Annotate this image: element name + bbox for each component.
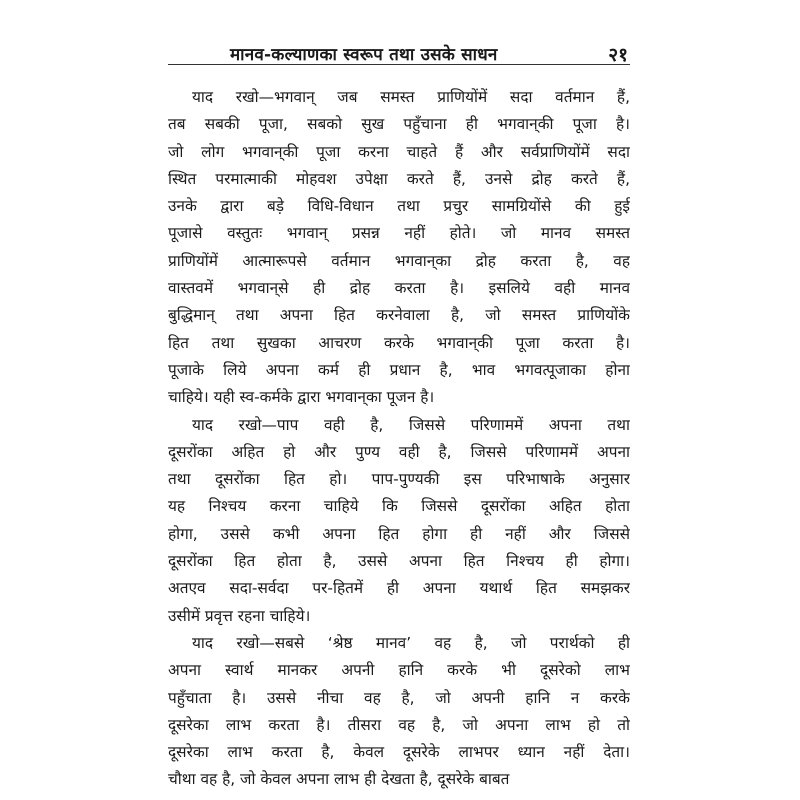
page-number: २१ xyxy=(608,44,628,66)
text-line: वास्तवमें भगवान्‌से ही द्रोह करता है। इसलिये वही मानव xyxy=(168,279,630,298)
paragraph xyxy=(168,412,630,630)
text-line: अपना स्वार्थ मानकर अपनी हानि करके भी दूसरेको लाभ xyxy=(168,661,630,680)
text-line: याद रखो—भगवान् जब समस्त प्राणियोंमें सदा वर्तमान हैं, xyxy=(192,88,630,106)
text-line: दूसरोंका हित होता है, उससे अपना हित निश्चय ही होगा। xyxy=(168,552,630,571)
text-line: स्थित परमात्माकी मोहवश उपेक्षा करते हैं, उनसे द्रोह करते हैं, xyxy=(168,169,630,188)
text-line: प्राणियोंमें आत्मारूपसे वर्तमान भगवान्‌का द्रोह करता है, वह xyxy=(168,251,630,270)
paragraph xyxy=(168,630,630,794)
text-line: तथा दूसरोंका हित हो। पाप-पुण्यकी इस परिभाषाके अनुसार xyxy=(168,470,630,489)
text-line: दूसरेका लाभ करता है। तीसरा वह है, जो अपना लाभ हो तो xyxy=(168,715,630,734)
text-line: पूजासे वस्तुतः भगवान् प्रसन्न नहीं होते। जो मानव समस्त xyxy=(168,224,630,243)
text-line: पूजाके लिये अपना कर्म ही प्रधान है, भाव भगवत्पूजाका होना xyxy=(168,360,630,379)
paragraph xyxy=(168,84,630,412)
text-line: हित तथा सुखका आचरण करके भगवान्‌की पूजा करता है। xyxy=(168,333,630,352)
text-line: पहुँचाता है। उससे नीचा वह है, जो अपनी हानि न करके xyxy=(168,688,630,707)
text-line: जो लोग भगवान्‌की पूजा करना चाहते हैं और सर्वप्राणियोंमें सदा xyxy=(168,142,630,161)
text-line: उनके द्वारा बड़े विधि-विधान तथा प्रचुर सामग्रियोंसे की हुई xyxy=(168,197,630,216)
text-line: याद रखो—पाप वही है, जिससे परिणाममें अपना तथा xyxy=(192,415,630,434)
text-line: होगा, उससे कभी अपना हित होगा ही नहीं और जिससे xyxy=(168,524,630,543)
running-title: मानव-कल्याणका स्वरूप तथा उसके साधन xyxy=(230,45,498,65)
text-line: तब सबकी पूजा, सबको सुख पहुँचाना ही भगवान्‌की पूजा है। xyxy=(168,115,630,134)
text-line: चाहिये। यही स्व-कर्मके द्वारा भगवान्‌का पूजन है। xyxy=(168,388,435,407)
text-line: चौथा वह है, जो केवल अपना लाभ ही देखता है, दूसरेके बाबत xyxy=(168,770,510,789)
text-line: बुद्धिमान् तथा अपना हित करनेवाला है, जो समस्त प्राणियोंके xyxy=(168,306,630,325)
text-line: यह निश्चय करना चाहिये कि जिससे दूसरोंका अहित होता xyxy=(168,497,630,516)
text-line: दूसरेका लाभ करता है, केवल दूसरेके लाभपर ध्यान नहीं देता। xyxy=(168,743,630,762)
page-header xyxy=(168,38,630,66)
text-line: दूसरोंका अहित हो और पुण्य वही है, जिससे परिणाममें अपना xyxy=(168,442,630,461)
text-line: अतएव सदा-सर्वदा पर-हितमें ही अपना यथार्थ हित समझकर xyxy=(168,579,630,598)
body-text xyxy=(168,84,630,794)
text-line: उसीमें प्रवृत्त रहना चाहिये। xyxy=(168,606,311,625)
header-rule xyxy=(168,64,630,65)
text-line: याद रखो—सबसे ‘श्रेष्ठ मानव’ वह है, जो परार्थको ही xyxy=(192,633,630,652)
